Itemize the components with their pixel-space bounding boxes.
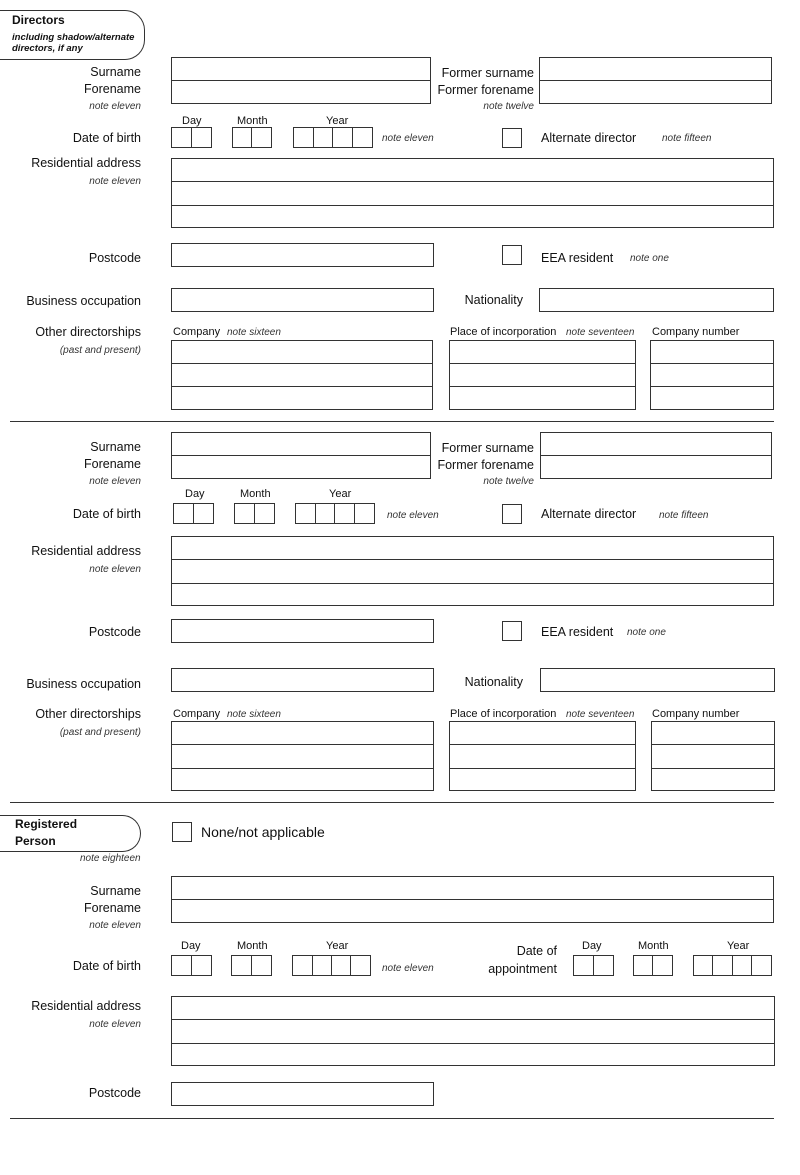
postcode-field[interactable] — [171, 1082, 434, 1106]
nationality-field[interactable] — [540, 668, 775, 692]
registered-person-note: note eighteen — [80, 853, 141, 864]
year-label: Year — [329, 488, 352, 500]
dob-month-digit[interactable] — [251, 127, 272, 148]
none-not-applicable-label: None/not applicable — [201, 824, 325, 840]
alternate-director-label: Alternate director — [541, 131, 637, 145]
month-label: Month — [237, 115, 268, 127]
none-not-applicable-checkbox[interactable] — [172, 822, 192, 842]
place-of-incorporation-label: Place of incorporation — [450, 326, 557, 338]
place-of-incorporation-field[interactable] — [449, 721, 636, 791]
registered-person-title-line1: Registered — [15, 817, 78, 831]
eea-note: note one — [630, 253, 669, 264]
forename-label: Forename — [84, 82, 141, 96]
postcode-label: Postcode — [88, 625, 141, 639]
field-divider — [651, 768, 775, 769]
postcode-field[interactable] — [171, 619, 434, 643]
company-label: Company — [173, 326, 221, 338]
name-note: note eleven — [89, 476, 141, 487]
dob-year-digit[interactable] — [332, 127, 353, 148]
field-divider — [171, 744, 434, 745]
eea-resident-label: EEA resident — [541, 625, 614, 639]
field-divider — [449, 744, 636, 745]
place-of-incorporation-label: Place of incorporation — [450, 708, 557, 720]
former-forename-label: Former forename — [437, 458, 534, 472]
surname-label: Surname — [90, 65, 141, 79]
postcode-label: Postcode — [88, 251, 141, 265]
incorporation-note: note seventeen — [566, 327, 635, 338]
dob-year-digit[interactable] — [315, 503, 336, 524]
former-name-note: note twelve — [483, 476, 534, 487]
address-note: note eleven — [89, 1019, 141, 1030]
residential-address-field[interactable] — [171, 158, 774, 228]
field-divider — [650, 386, 774, 387]
month-label: Month — [240, 488, 271, 500]
dob-year-digit[interactable] — [352, 127, 373, 148]
eea-resident-label: EEA resident — [541, 251, 614, 265]
dob-month-digit[interactable] — [251, 955, 272, 976]
business-occupation-field[interactable] — [171, 288, 434, 312]
field-divider — [171, 1043, 775, 1044]
field-divider — [171, 386, 433, 387]
former-surname-label: Former surname — [441, 66, 534, 80]
dob-year-digit[interactable] — [292, 955, 313, 976]
forename-label: Forename — [84, 901, 141, 915]
registered-person-title-line2: Person — [15, 834, 56, 848]
past-and-present-label: (past and present) — [59, 345, 141, 356]
company-note: note sixteen — [227, 327, 281, 338]
company-number-label: Company number — [652, 708, 740, 720]
business-occupation-field[interactable] — [171, 668, 434, 692]
field-divider — [171, 181, 774, 182]
day-label: Day — [582, 940, 602, 952]
dob-day-digit[interactable] — [193, 503, 214, 524]
surname-label: Surname — [90, 884, 141, 898]
appointment-day-digit[interactable] — [593, 955, 614, 976]
field-divider — [171, 768, 434, 769]
company-field[interactable] — [171, 721, 434, 791]
nationality-field[interactable] — [539, 288, 774, 312]
dob-month-digit[interactable] — [234, 503, 255, 524]
eea-note: note one — [627, 627, 666, 638]
company-label: Company — [173, 708, 221, 720]
residential-address-field[interactable] — [171, 996, 775, 1066]
field-divider — [650, 363, 774, 364]
residential-address-label: Residential address — [31, 544, 141, 558]
dob-year-digit[interactable] — [354, 503, 375, 524]
date-of-birth-label: Date of birth — [72, 131, 141, 145]
business-occupation-label: Business occupation — [26, 294, 141, 308]
dob-year-digit[interactable] — [313, 127, 334, 148]
field-divider — [171, 205, 774, 206]
nationality-label: Nationality — [464, 293, 523, 307]
field-divider — [171, 583, 774, 584]
dob-month-digit[interactable] — [254, 503, 275, 524]
company-number-field[interactable] — [650, 340, 774, 410]
address-note: note eleven — [89, 176, 141, 187]
name-note: note eleven — [89, 920, 141, 931]
year-label: Year — [326, 115, 349, 127]
dob-note: note eleven — [382, 963, 434, 974]
dob-year-digit[interactable] — [293, 127, 314, 148]
appointment-year-digit[interactable] — [732, 955, 753, 976]
month-label: Month — [237, 940, 268, 952]
dob-year-digit[interactable] — [312, 955, 333, 976]
appointment-month-digit[interactable] — [633, 955, 654, 976]
postcode-label: Postcode — [88, 1086, 141, 1100]
field-divider — [171, 80, 431, 81]
year-label: Year — [326, 940, 349, 952]
section-divider — [10, 421, 774, 422]
field-divider — [171, 1019, 775, 1020]
postcode-field[interactable] — [171, 243, 434, 267]
former-name-note: note twelve — [483, 101, 534, 112]
business-occupation-label: Business occupation — [26, 677, 141, 691]
company-field[interactable] — [171, 340, 433, 410]
day-label: Day — [185, 488, 205, 500]
field-divider — [171, 559, 774, 560]
field-divider — [540, 455, 772, 456]
dob-day-digit[interactable] — [171, 127, 192, 148]
day-label: Day — [181, 940, 201, 952]
year-label: Year — [727, 940, 750, 952]
dob-year-digit[interactable] — [334, 503, 355, 524]
past-and-present-label: (past and present) — [59, 727, 141, 738]
alternate-director-note: note fifteen — [659, 510, 709, 521]
directors-section-subtitle: including shadow/alternate directors, if any — [12, 32, 135, 54]
address-note: note eleven — [89, 564, 141, 575]
field-divider — [449, 768, 636, 769]
date-of-birth-label: Date of birth — [72, 507, 141, 521]
company-note: note sixteen — [227, 709, 281, 720]
appointment-day-digit[interactable] — [573, 955, 594, 976]
eea-resident-checkbox[interactable] — [502, 245, 522, 265]
directors-section-title: Directors — [12, 13, 65, 27]
day-label: Day — [182, 115, 202, 127]
appointment-year-digit[interactable] — [693, 955, 714, 976]
residential-address-label: Residential address — [31, 156, 141, 170]
alternate-director-checkbox[interactable] — [502, 128, 522, 148]
dob-day-digit[interactable] — [191, 127, 212, 148]
field-divider — [651, 744, 775, 745]
company-number-label: Company number — [652, 326, 740, 338]
dob-month-digit[interactable] — [231, 955, 252, 976]
field-divider — [449, 363, 636, 364]
nationality-label: Nationality — [464, 675, 523, 689]
appointment-year-digit[interactable] — [751, 955, 772, 976]
field-divider — [171, 899, 774, 900]
dob-day-digit[interactable] — [191, 955, 212, 976]
alternate-director-note: note fifteen — [662, 133, 712, 144]
date-of-appointment-label-line1: Date of — [516, 944, 557, 958]
incorporation-note: note seventeen — [566, 709, 635, 720]
residential-address-label: Residential address — [31, 999, 141, 1013]
dob-note: note eleven — [387, 510, 439, 521]
alternate-director-label: Alternate director — [541, 507, 637, 521]
dob-day-digit[interactable] — [173, 503, 194, 524]
section-divider — [10, 1118, 774, 1119]
other-directorships-label: Other directorships — [35, 325, 141, 339]
field-divider — [171, 363, 433, 364]
dob-day-digit[interactable] — [171, 955, 192, 976]
place-of-incorporation-field[interactable] — [449, 340, 636, 410]
residential-address-field[interactable] — [171, 536, 774, 606]
field-divider — [539, 80, 772, 81]
eea-resident-checkbox[interactable] — [502, 621, 522, 641]
name-note: note eleven — [89, 101, 141, 112]
alternate-director-checkbox[interactable] — [502, 504, 522, 524]
date-of-birth-label: Date of birth — [72, 959, 141, 973]
field-divider — [449, 386, 636, 387]
date-of-appointment-label-line2: appointment — [488, 962, 557, 976]
former-surname-label: Former surname — [441, 441, 534, 455]
other-directorships-label: Other directorships — [35, 707, 141, 721]
section-divider — [10, 802, 774, 803]
month-label: Month — [638, 940, 669, 952]
field-divider — [171, 455, 431, 456]
forename-label: Forename — [84, 457, 141, 471]
surname-label: Surname — [90, 440, 141, 454]
appointment-year-digit[interactable] — [712, 955, 733, 976]
dob-year-digit[interactable] — [331, 955, 352, 976]
dob-note: note eleven — [382, 133, 434, 144]
appointment-month-digit[interactable] — [652, 955, 673, 976]
dob-year-digit[interactable] — [295, 503, 316, 524]
former-forename-label: Former forename — [437, 83, 534, 97]
dob-month-digit[interactable] — [232, 127, 253, 148]
dob-year-digit[interactable] — [350, 955, 371, 976]
company-number-field[interactable] — [651, 721, 775, 791]
